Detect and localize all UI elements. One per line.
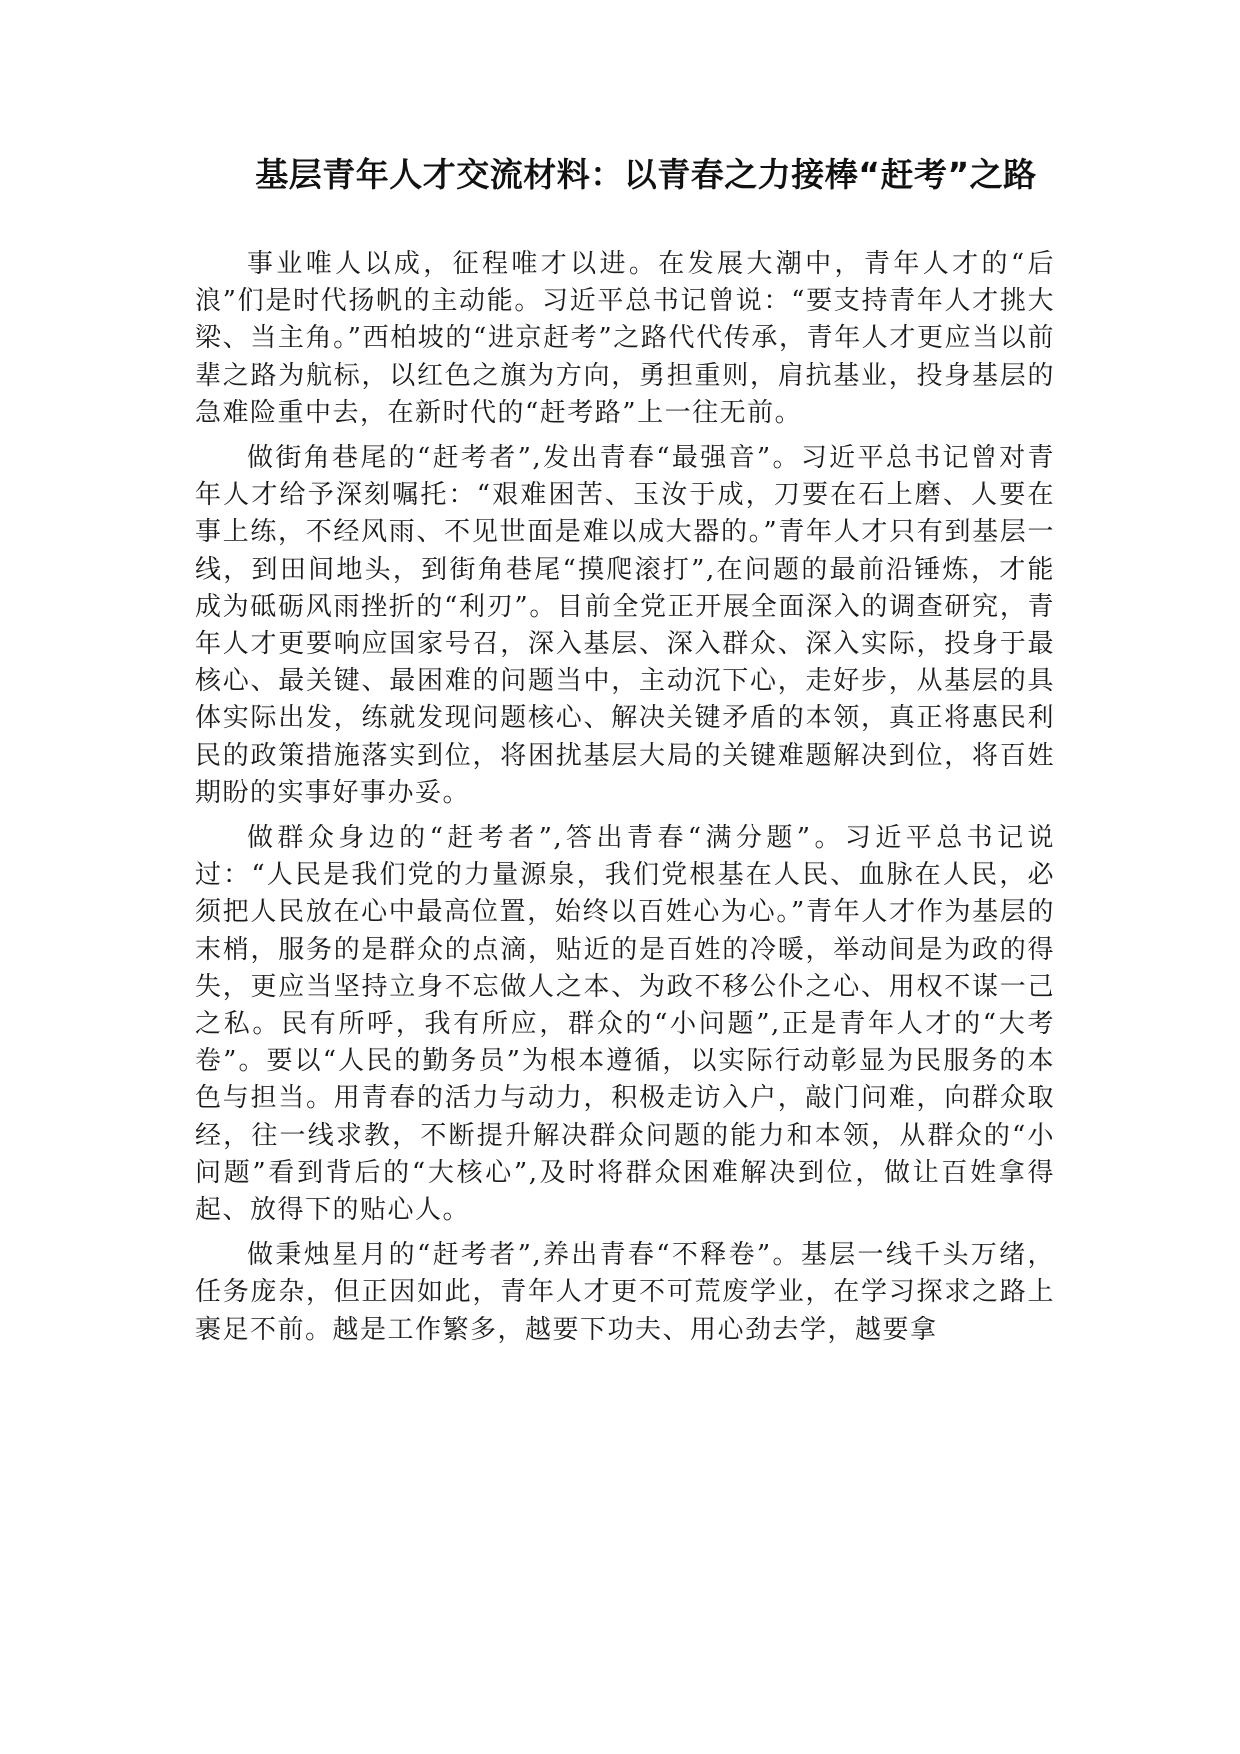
document-body — [195, 246, 1055, 1357]
document-title: 基层青年人才交流材料：以青春之力接棒“赶考”之路 — [255, 155, 1037, 194]
paragraph-masses: 做群众身边的“赶考者”,答出青春“满分题”。习近平总书记说过：“人民是我们党的力量源泉，我们党根基在人民、血脉在人民，必须把人民放在心中最高位置，始终以百姓心为心。”青年人才作为基层的末梢，服务的是群众的点滴，贴近的是百姓的冷暖，举动间是为政的得失，更应当坚持立身不忘做人之本、为政不移公仆之心、用权不谋一己之私。民有所呼，我有所应，群众的“小问题”,正是青年人才的“大考卷”。要以“人民的勤务员”为根本遵循，以实际行动彰显为民服务的本色与担当。用青春的活力与动力，积极走访入户，敲门问难，向群众取经，往一线求教，不断提升解决群众问题的能力和本领，从群众的“小问题”看到背后的“大核心”,及时将群众困难解决到位，做让百姓拿得起、放得下的贴心人。 — [195, 823, 1055, 1226]
paragraph-street-corner: 做街角巷尾的“赶考者”,发出青春“最强音”。习近平总书记曾对青年人才给予深刻嘱托：“艰难困苦、玉汝于成，刀要在石上磨、人要在事上练，不经风雨、不见世面是难以成大器的。”青年人才只有到基层一线，到田间地头，到街角巷尾“摸爬滚打”,在问题的最前沿锤炼，才能成为砥砺风雨挫折的“利刃”。目前全党正开展全面深入的调查研究，青年人才更要响应国家号召，深入基层、深入群众、深入实际，投身于最核心、最关键、最困难的问题当中，主动沉下心，走好步，从基层的具体实际出发，练就发现问题核心、解决关键矛盾的本领，真正将惠民利民的政策措施落实到位，将困扰基层大局的关键难题解决到位，将百姓期盼的实事好事办妥。 — [195, 443, 1055, 808]
paragraph-study: 做秉烛星月的“赶考者”,养出青春“不释卷”。基层一线千头万绪，任务庞杂，但正因如此，青年人才更不可荒废学业，在学习探求之路上裹足不前。越是工作繁多，越要下功夫、用心劲去学，越要拿 — [195, 1240, 1055, 1345]
paragraph-intro: 事业唯人以成，征程唯才以进。在发展大潮中，青年人才的“后浪”们是时代扬帆的主动能。习近平总书记曾说：“要支持青年人才挑大梁、当主角。”西柏坡的“进京赶考”之路代代传承，青年人才更应当以前辈之路为航标，以红色之旗为方向，勇担重则，肩抗基业，投身基层的急难险重中去，在新时代的“赶考路”上一往无前。 — [195, 249, 1055, 428]
